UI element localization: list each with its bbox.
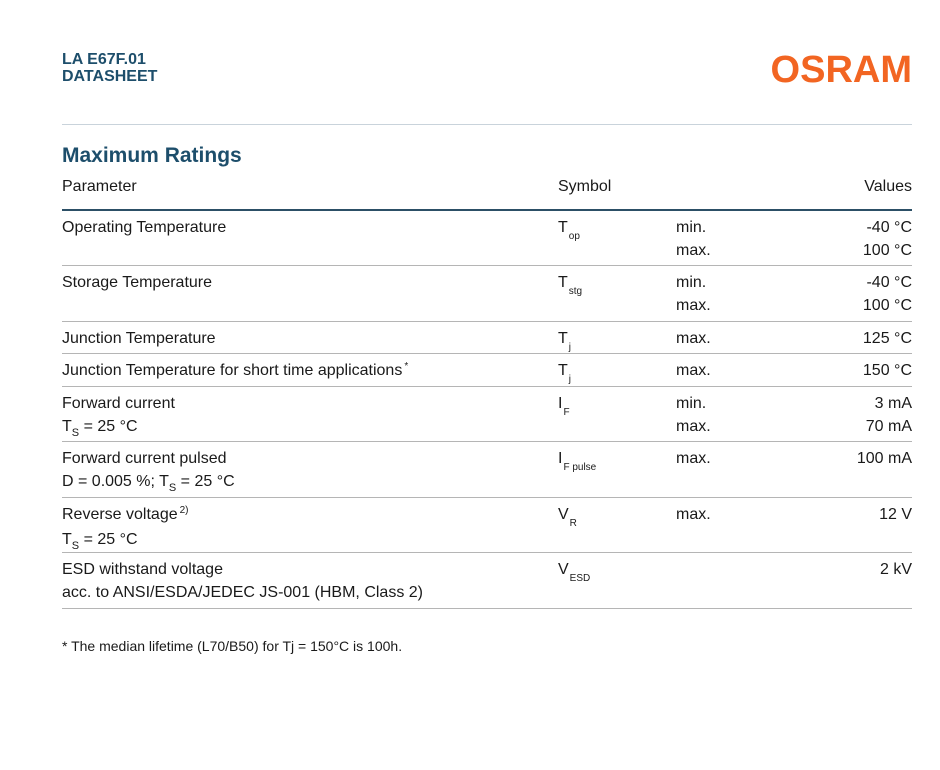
footnote-marker: 2) [179, 505, 189, 516]
symbol: T [558, 274, 568, 291]
parameter-cell [62, 359, 542, 384]
value: 150 °C [862, 362, 912, 379]
limit-label: max. [676, 297, 711, 314]
symbol-cell [558, 558, 590, 583]
limit-label: max. [676, 330, 711, 347]
value: 100 mA [856, 450, 912, 467]
limit-cell [676, 216, 711, 262]
symbol-cell [558, 392, 570, 417]
symbol-cell [558, 447, 596, 472]
parameter-condition [62, 470, 542, 495]
parameter-name: ESD withstand voltage [62, 561, 223, 578]
header-divider [62, 124, 912, 125]
value-cell [863, 216, 912, 262]
condition-text: = 25 °C [79, 531, 138, 548]
table-row [62, 498, 912, 553]
value-cell [863, 271, 912, 317]
symbol-subscript: ESD [569, 573, 591, 584]
condition-subscript: S [71, 427, 80, 439]
symbol-subscript: stg [568, 286, 583, 297]
limit-label: min. [676, 395, 707, 412]
parameter-name: Forward current pulsed [62, 450, 227, 467]
limit-label: max. [676, 242, 711, 259]
symbol-cell [558, 359, 571, 384]
parameter-name: Storage Temperature [62, 274, 213, 291]
condition-subscript: S [168, 482, 177, 494]
condition-text: T [62, 418, 72, 435]
symbol-cell [558, 327, 571, 352]
symbol: V [558, 561, 569, 578]
product-name: LA E67F.01 [62, 51, 146, 68]
parameter-name: Reverse voltage [62, 506, 178, 523]
value: -40 °C [866, 274, 912, 291]
parameter-cell [62, 271, 542, 294]
parameter-name: Junction Temperature for short time applications [62, 362, 403, 379]
condition-text: D = 0.005 %; T [62, 473, 169, 490]
symbol-subscript: R [569, 518, 577, 529]
symbol: I [558, 450, 563, 467]
page-header [62, 50, 912, 110]
symbol: T [558, 330, 568, 347]
parameter-cell [62, 327, 542, 350]
table-row [62, 387, 912, 442]
parameter-cell [62, 558, 542, 604]
value: 2 kV [879, 561, 912, 578]
condition-text: T [62, 531, 72, 548]
limit-label: min. [676, 274, 707, 291]
osram-logo: OSRAM [770, 49, 912, 91]
parameter-name: Junction Temperature [62, 330, 216, 347]
symbol-subscript: F [563, 407, 570, 418]
table-row [62, 266, 912, 322]
limit-label: min. [676, 219, 707, 236]
section-title: Maximum Ratings [62, 144, 242, 167]
value: 3 mA [874, 395, 912, 412]
parameter-cell [62, 447, 542, 495]
parameter-name: Operating Temperature [62, 219, 227, 236]
value: 70 mA [865, 418, 912, 435]
limit-label: max. [676, 362, 711, 379]
table-row [62, 211, 912, 266]
column-header-values: Values [864, 178, 912, 195]
symbol-cell [558, 271, 582, 296]
symbol-subscript: op [568, 231, 580, 242]
symbol: V [558, 506, 569, 523]
table-row [62, 322, 912, 354]
limit-label: max. [676, 506, 711, 523]
value-cell [863, 359, 912, 382]
limit-cell [676, 392, 711, 438]
symbol-cell [558, 216, 580, 241]
document-type: DATASHEET [62, 68, 158, 85]
condition-text: = 25 °C [176, 473, 235, 490]
symbol: T [558, 219, 568, 236]
value-cell [866, 392, 912, 438]
column-header-symbol: Symbol [558, 178, 612, 195]
parameter-name: Forward current [62, 395, 175, 412]
footnote: * The median lifetime (L70/B50) for Tj = 150°C is 100h. [62, 638, 403, 654]
symbol-subscript: j [568, 342, 572, 353]
parameter-condition [62, 415, 542, 440]
table-header [62, 174, 912, 211]
parameter-cell [62, 503, 542, 553]
condition-text: = 25 °C [79, 418, 138, 435]
value-cell [880, 558, 912, 581]
value: 100 °C [862, 242, 912, 259]
symbol-subscript: F pulse [563, 462, 597, 473]
limit-label: max. [676, 450, 711, 467]
table-row [62, 553, 912, 609]
symbol: I [558, 395, 563, 412]
ratings-table [62, 174, 912, 609]
value: 125 °C [862, 330, 912, 347]
value: -40 °C [866, 219, 912, 236]
value-cell [857, 447, 912, 470]
parameter-cell [62, 216, 542, 239]
condition-subscript: S [71, 540, 80, 552]
value-cell [863, 327, 912, 350]
symbol-cell [558, 503, 577, 528]
limit-cell [676, 327, 711, 350]
limit-cell [676, 503, 711, 526]
value: 12 V [879, 506, 912, 523]
limit-cell [676, 271, 711, 317]
parameter-cell [62, 392, 542, 440]
table-row [62, 442, 912, 498]
value: 100 °C [862, 297, 912, 314]
column-header-parameter: Parameter [62, 178, 137, 195]
parameter-condition [62, 528, 542, 553]
parameter-condition: acc. to ANSI/ESDA/JEDEC JS-001 (HBM, Class 2) [62, 584, 423, 601]
limit-cell [676, 447, 711, 470]
limit-cell [676, 359, 711, 382]
symbol-subscript: j [568, 374, 572, 385]
footnote-marker: * [404, 361, 409, 372]
table-row [62, 354, 912, 387]
symbol: T [558, 362, 568, 379]
limit-label: max. [676, 418, 711, 435]
value-cell [879, 503, 912, 526]
